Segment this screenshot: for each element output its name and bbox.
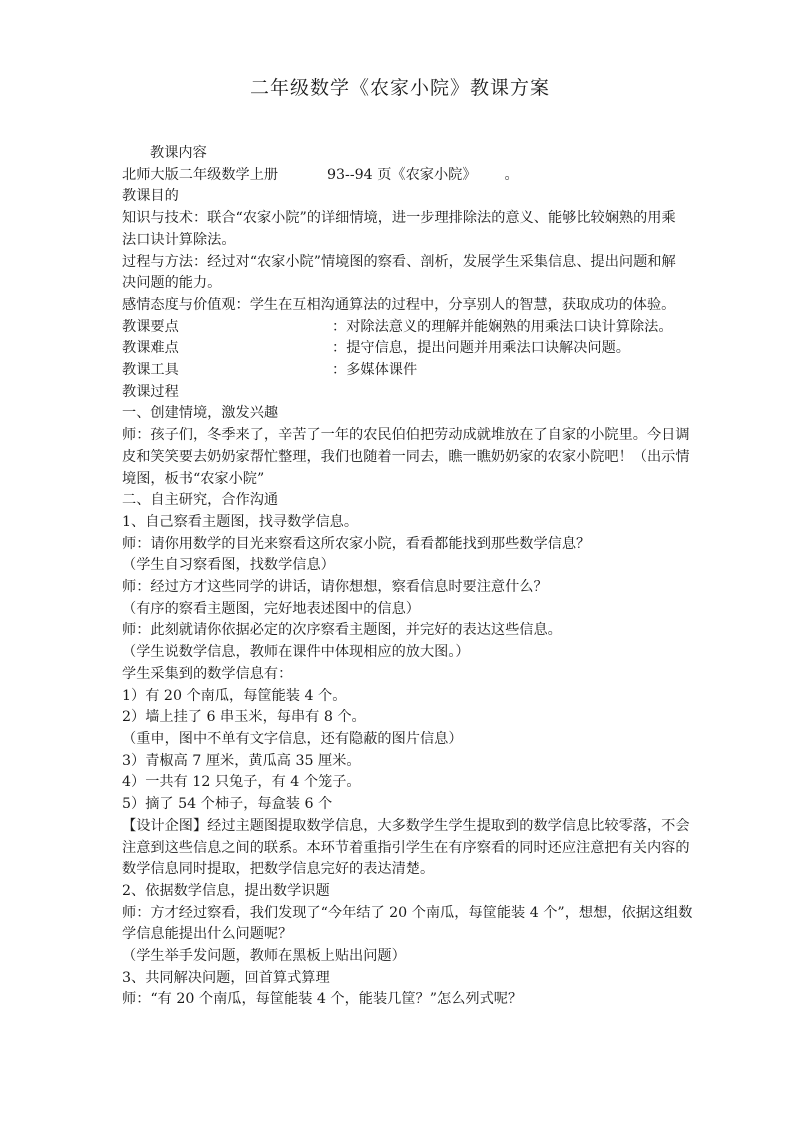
info-item: 1）有 20 个南瓜，每筐能装 4 个。 xyxy=(122,687,347,704)
difficulties-label: 教课难点 xyxy=(122,340,179,357)
objective-knowledge-2: 法口诀计算除法。 xyxy=(122,231,236,248)
paragraph-line: 境图，板书“农家小院” xyxy=(122,470,265,487)
tools-label: 教课工具 xyxy=(122,362,179,379)
paragraph-line: 师：孩子们，冬季来了，辛苦了一年的农民伯伯把劳动成就堆放在了自家的小院里。今日调 xyxy=(122,427,690,444)
paragraph-line: 师：“有 20 个南瓜，每筐能装 4 个，能装几筐？”怎么列式呢？ xyxy=(122,991,523,1008)
design-intent-line: 【设计企图】经过主题图提取数学信息，大多数学生学生提取到的数学信息比较零落，不会 xyxy=(122,817,690,834)
content-heading: 教课内容 xyxy=(150,145,207,161)
content-book: 北师大版二年级数学上册 xyxy=(122,166,279,183)
paragraph-line: 皮和笑笑要去奶奶家帮忙整理，我们也随着一同去，瞧一瞧奶奶家的农家小院吧！（出示情 xyxy=(122,448,690,465)
key-points-value: ：对除法意义的理解并能娴熟的用乘法口诀计算除法。 xyxy=(332,318,673,335)
tools-value: ：多媒体课件 xyxy=(332,362,418,379)
objective-knowledge-1: 知识与技术：联合“农家小院”的详细情境，进一步理排除法的意义、能够比较娴熟的用乘 xyxy=(122,210,676,227)
paragraph-line: 师：经过方才这些同学的讲话，请你想想，察看信息时要注意什么？ xyxy=(122,579,548,596)
key-points-label: 教课要点 xyxy=(122,318,179,335)
design-intent-line: 数学信息同时提取，把数学信息完好的表达清楚。 xyxy=(122,861,435,878)
paragraph-line: 师：请你用数学的目光来察看这所农家小院，看看都能找到那些数学信息？ xyxy=(122,535,591,552)
info-item: 5）摘了 54 个柿子，每盒装 6 个 xyxy=(122,796,333,813)
paragraph-line: 学信息能提出什么问题呢？ xyxy=(122,926,293,943)
content-period: 。 xyxy=(504,166,519,183)
section-2-heading: 二、自主研究，合作沟通 xyxy=(122,492,279,509)
section-1-heading: 一、创建情境，激发兴趣 xyxy=(122,405,279,422)
paragraph-line: 学生采集到的数学信息有： xyxy=(122,665,293,682)
paragraph-line: （学生自习察看图，找数学信息） xyxy=(122,557,335,574)
document-body xyxy=(122,143,702,1011)
content-line xyxy=(122,165,702,187)
objective-attitude: 感情态度与价值观：学生在互相沟通算法的过程中，分享别人的智慧，获取成功的体验。 xyxy=(122,296,676,313)
paragraph-line: 师：此刻就请你依据必定的次序察看主题图，并完好的表达这些信息。 xyxy=(122,622,562,639)
paragraph-line: （学生说数学信息，教师在课件中体现相应的放大图。） xyxy=(122,644,470,661)
info-item: 2）墙上挂了 6 串玉米，每串有 8 个。 xyxy=(122,709,366,726)
paragraph-line: 2、依据数学信息，提出数学识题 xyxy=(122,882,330,899)
content-pages: 93--94 页《农家小院》 xyxy=(327,166,477,183)
paragraph-line: 3、共同解决问题，回首算式算理 xyxy=(122,969,330,986)
paragraph-line: （学生举手发问题，教师在黑板上贴出问题） xyxy=(122,948,406,965)
page-title: 二年级数学《农家小院》教课方案 xyxy=(249,77,550,99)
design-intent-line: 注意到这些信息之间的联系。本环节着重指引学生在有序察看的同时还应注意把有关内容的 xyxy=(122,839,690,856)
process-heading: 教课过程 xyxy=(122,383,179,400)
info-item: 4）一共有 12 只兔子，有 4 个笼子。 xyxy=(122,774,361,791)
paragraph-line: 1、自己察看主题图，找寻数学信息。 xyxy=(122,513,359,530)
paragraph-line: （有序的察看主题图，完好地表述图中的信息） xyxy=(122,600,420,617)
info-item: 3）青椒高 7 厘米，黄瓜高 35 厘米。 xyxy=(122,752,361,769)
tools-row xyxy=(122,360,702,382)
key-points-row xyxy=(122,317,702,339)
objective-process-2: 决问题的能力。 xyxy=(122,275,222,292)
difficulties-row xyxy=(122,338,702,360)
objectives-heading: 教课目的 xyxy=(122,188,179,205)
paragraph-line: 师：方才经过察看，我们发现了“今年结了 20 个南瓜，每筐能装 4 个”，想想，依据这组数 xyxy=(122,904,693,921)
objective-process-1: 过程与方法：经过对“农家小院”情境图的察看、剖析，发展学生采集信息、提出问题和解 xyxy=(122,253,676,270)
info-note: （重申，图中不单有文字信息，还有隐蔽的图片信息） xyxy=(122,730,463,747)
difficulties-value: ：提守信息，提出问题并用乘法口诀解决问题。 xyxy=(332,340,630,357)
